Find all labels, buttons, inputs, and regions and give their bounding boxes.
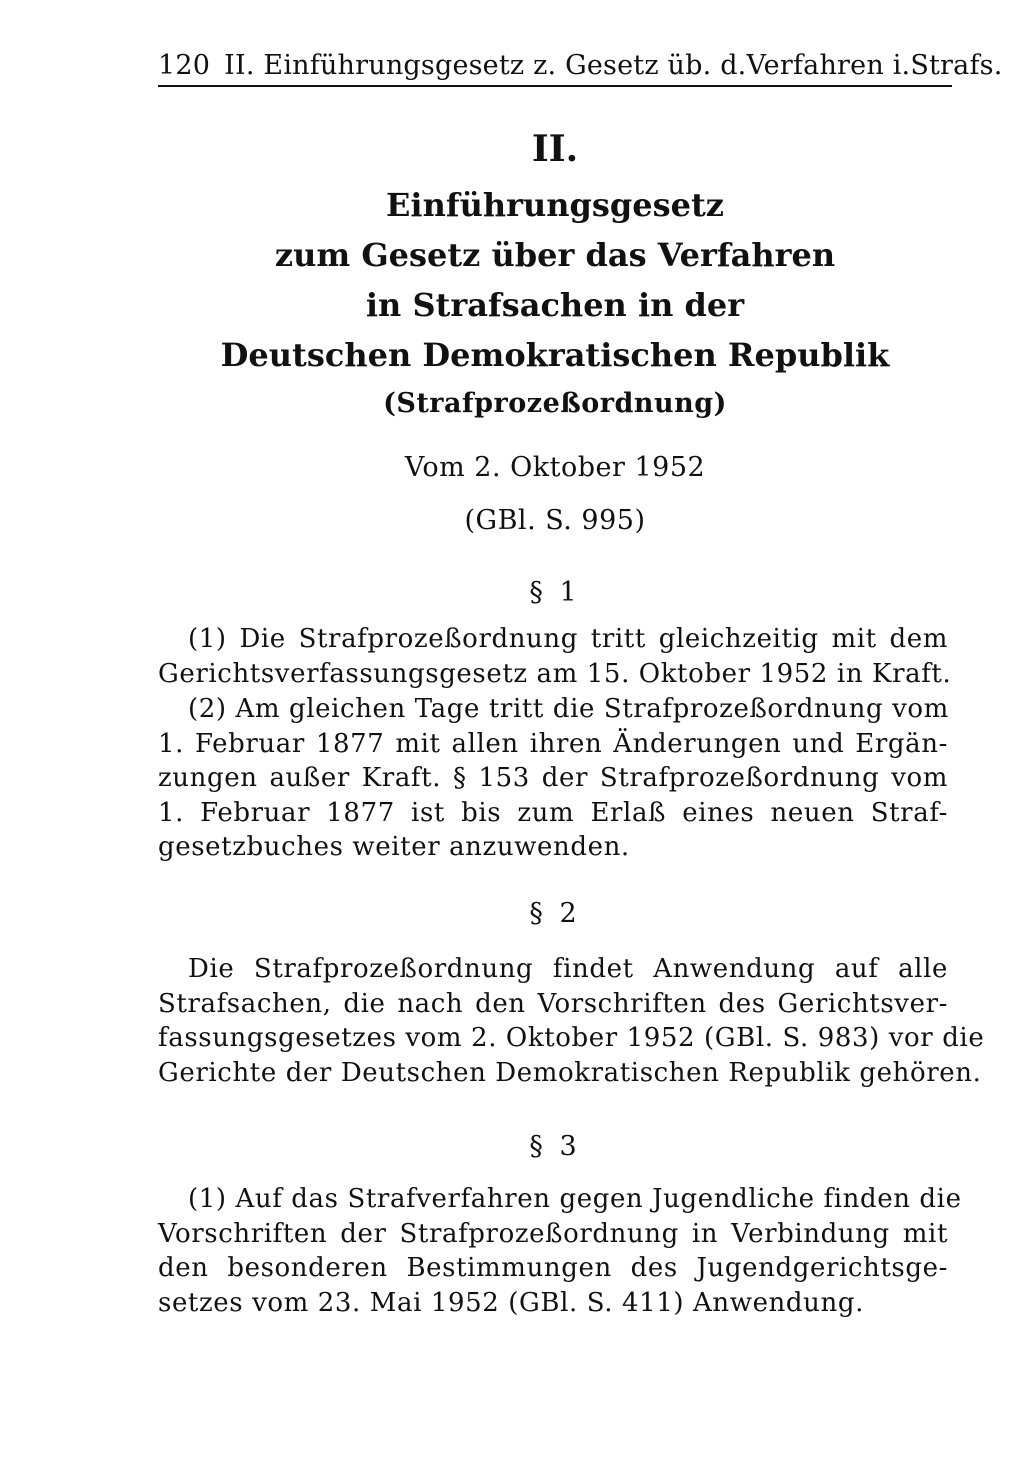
law-title: [158, 180, 952, 380]
text-line: Gerichte der Deutschen Demokratischen Republik gehören.: [158, 1057, 982, 1088]
section-heading: § 1: [529, 577, 581, 608]
section-heading: § 3: [529, 1131, 581, 1162]
text-line: 1. Februar 1877 mit allen ihren Änderungen und Ergän-: [158, 728, 948, 759]
title-line: zum Gesetz über das Verfahren: [274, 236, 836, 274]
section-paragraph: [158, 622, 952, 691]
running-title: II. Einführungsgesetz z. Gesetz üb. d.Verfahren i.Strafs.: [224, 50, 1003, 81]
text-line: 1. Februar 1877 ist bis zum Erlaß eines neuen Straf-: [158, 797, 948, 828]
law-subtitle: (Strafprozeßordnung): [383, 388, 727, 419]
part-number: II.: [531, 128, 579, 170]
text-line: (2) Am gleichen Tage tritt die Strafprozeßordnung vom: [188, 694, 949, 724]
page-number: 120: [158, 50, 211, 81]
text-line: zungen außer Kraft. § 153 der Strafprozeßordnung vom: [158, 763, 948, 793]
section-paragraph: [158, 952, 985, 1090]
text-line: den besonderen Bestimmungen des Jugendgerichtsge-: [158, 1253, 948, 1283]
section-paragraph: [158, 1182, 962, 1320]
title-line: Deutschen Demokratischen Republik: [220, 336, 890, 374]
running-head: [158, 50, 1003, 87]
gazette-reference: (GBl. S. 995): [464, 505, 646, 536]
title-line: Einführungsgesetz: [386, 186, 724, 224]
section-heading: § 2: [529, 898, 581, 929]
law-date: Vom 2. Oktober 1952: [404, 452, 706, 483]
section-paragraph: [158, 692, 948, 865]
text-line: Vorschriften der Strafprozeßordnung in Verbindung mit: [158, 1218, 948, 1249]
text-line: Die Strafprozeßordnung findet Anwendung auf alle: [188, 954, 948, 984]
text-line: setzes vom 23. Mai 1952 (GBl. S. 411) Anwendung.: [158, 1287, 864, 1318]
text-line: Strafsachen, die nach den Vorschriften des Gerichtsver-: [158, 988, 948, 1019]
title-line: in Strafsachen in der: [365, 286, 745, 324]
text-line: (1) Auf das Strafverfahren gegen Jugendliche finden die: [188, 1184, 962, 1214]
text-line: Gerichtsverfassungsgesetz am 15. Oktober 1952 in Kraft.: [158, 658, 952, 689]
text-line: fassungsgesetzes vom 2. Oktober 1952 (GBl. S. 983) vor die: [158, 1023, 985, 1053]
text-line: (1) Die Strafprozeßordnung tritt gleichzeitig mit dem: [188, 624, 948, 654]
text-line: gesetzbuches weiter anzuwenden.: [158, 832, 630, 862]
